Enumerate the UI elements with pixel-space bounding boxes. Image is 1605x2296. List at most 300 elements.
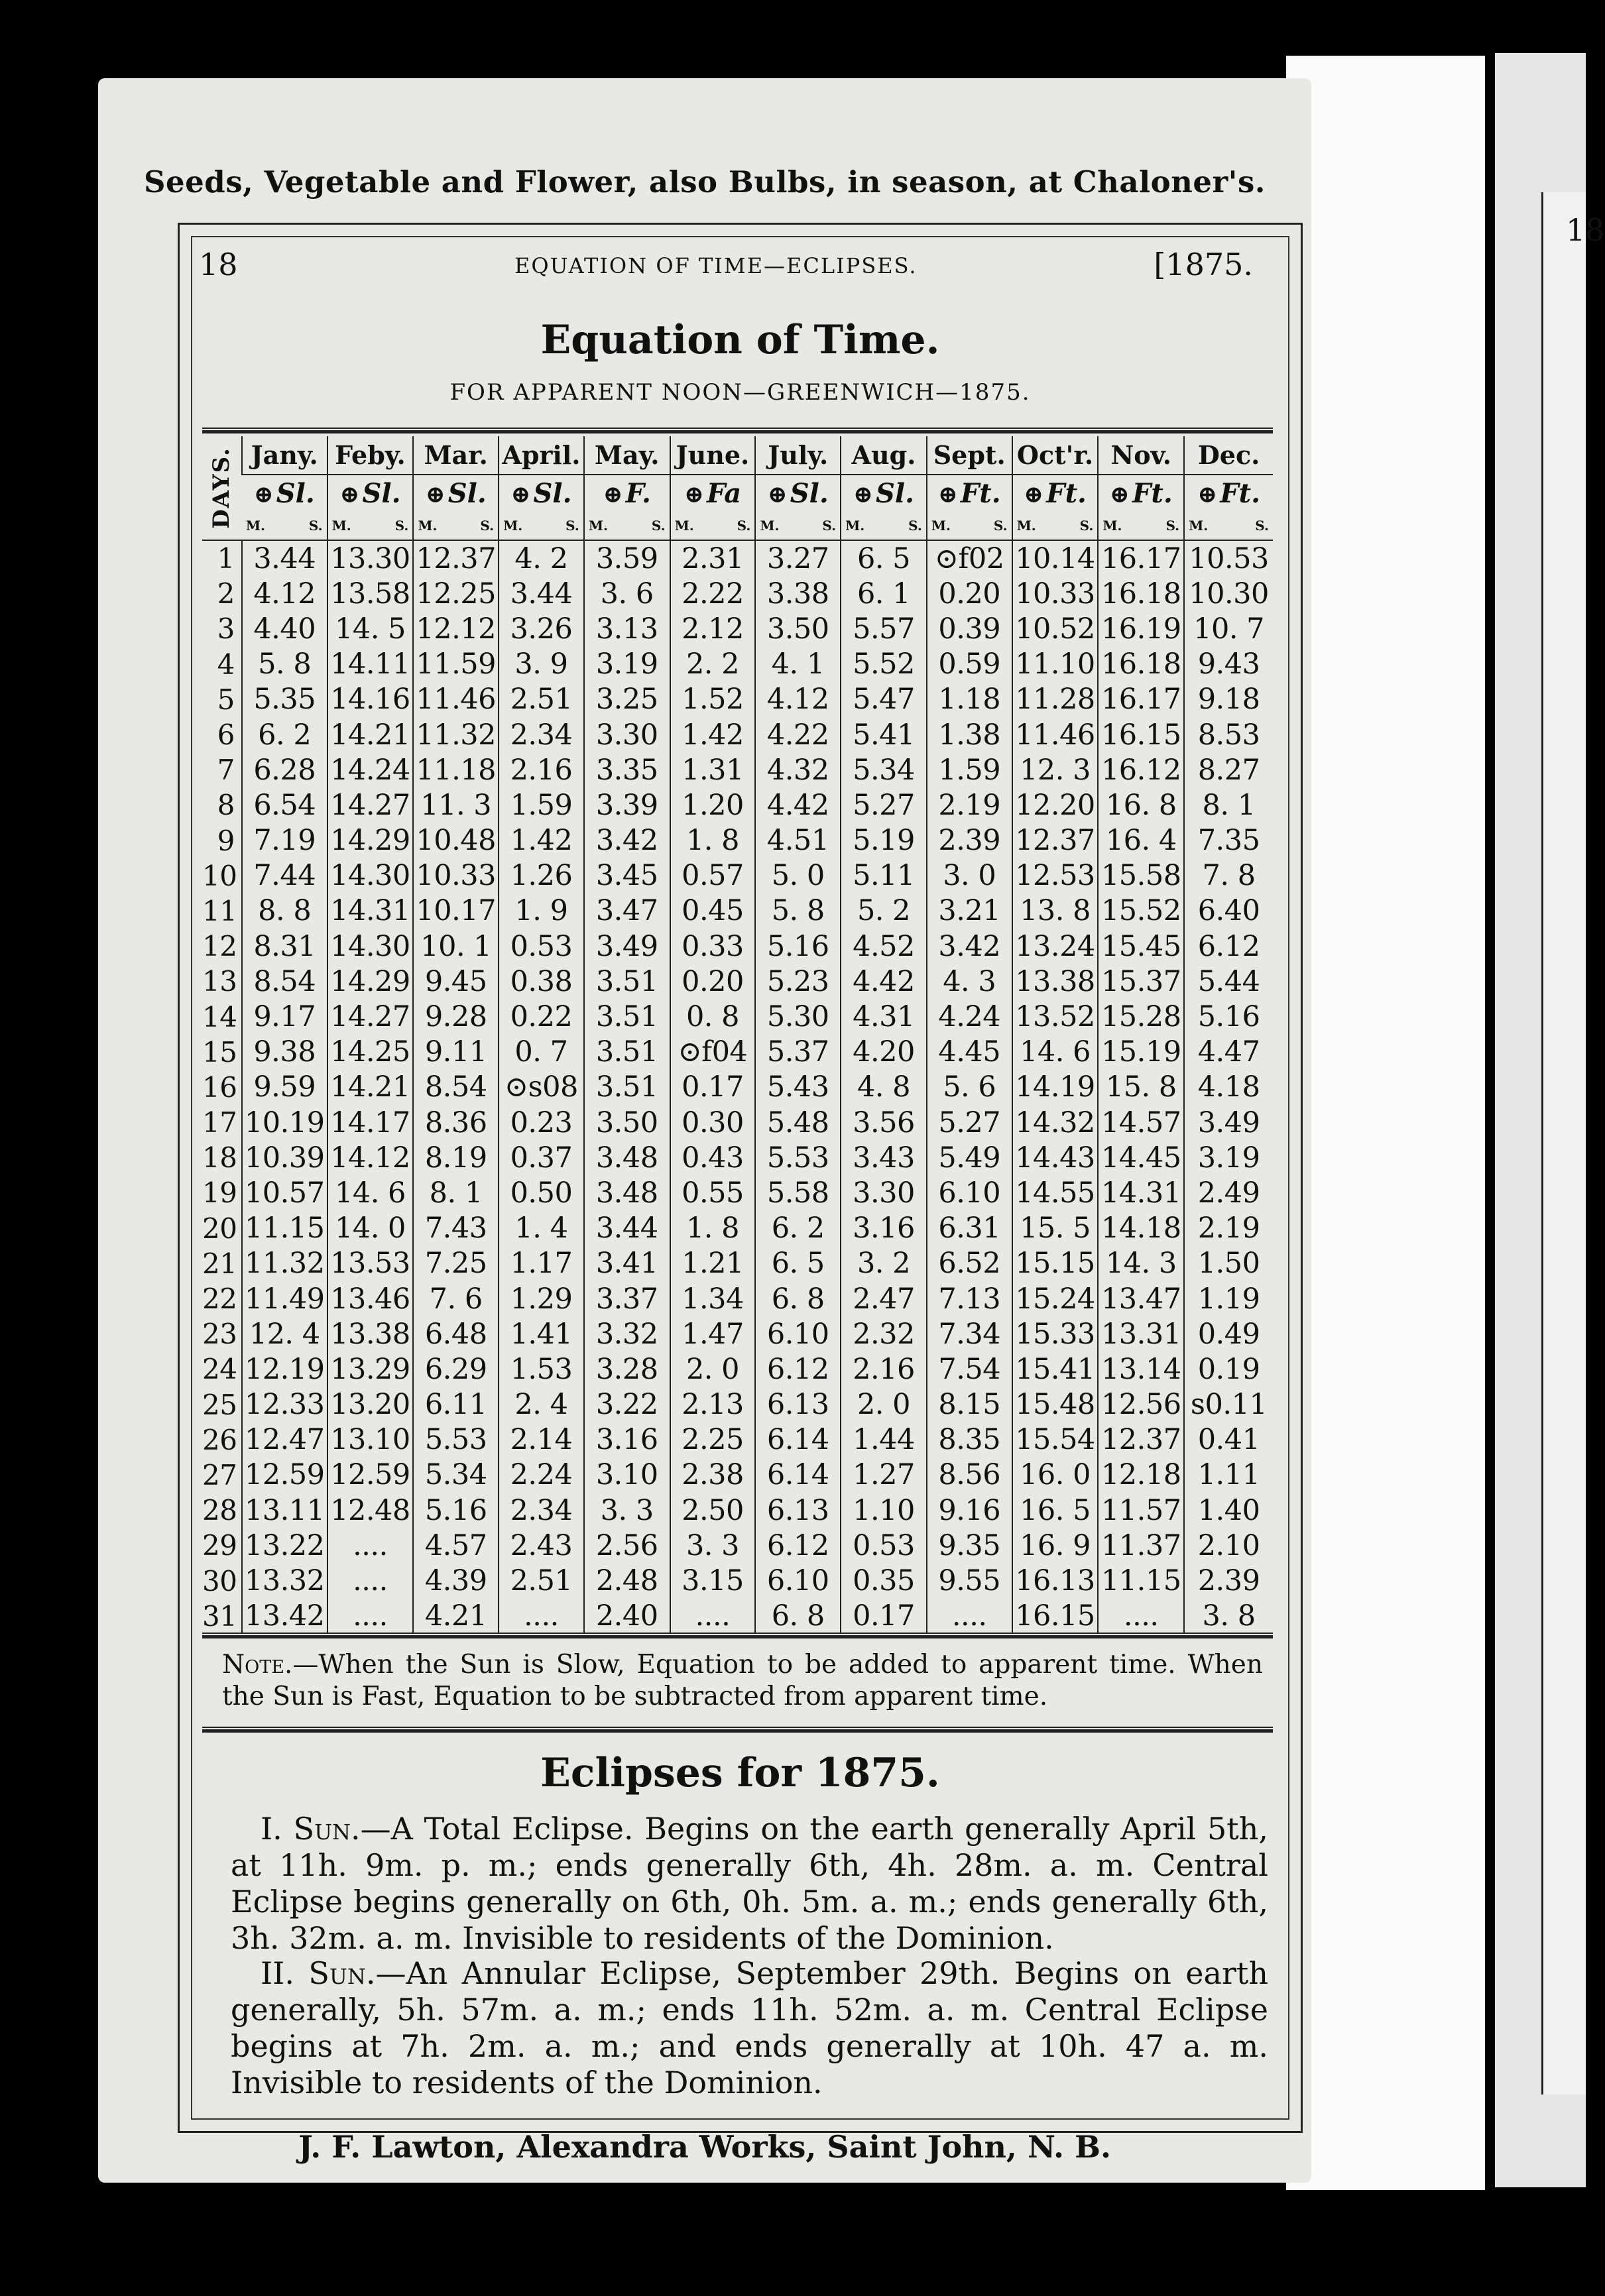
equation-value: 3.27 [755, 540, 841, 576]
equation-value: 10.57 [242, 1175, 327, 1210]
equation-value: 12.59 [242, 1458, 327, 1493]
equation-value: 2.13 [670, 1387, 756, 1422]
equation-value: s0.11 [1184, 1387, 1273, 1422]
unit-labels [841, 518, 926, 534]
equation-value: 3.48 [584, 1175, 670, 1210]
day-number: 23 [202, 1318, 237, 1351]
equation-value: 7.35 [1184, 823, 1273, 858]
equation-value: 6.54 [242, 787, 327, 823]
equation-value: 9.28 [413, 999, 499, 1034]
equation-value: 10. 1 [413, 929, 499, 964]
equation-value: 14.21 [327, 1070, 414, 1105]
unit-seconds: S. [651, 518, 666, 534]
sun-sign: Ft. [1046, 478, 1087, 509]
equation-value: 2.25 [670, 1422, 756, 1458]
equation-value: 1. 8 [670, 1211, 756, 1246]
equation-value: 1.26 [499, 858, 584, 893]
equation-value: 3.45 [584, 858, 670, 893]
equation-value: .... [327, 1563, 414, 1598]
equation-value: 1.59 [499, 787, 584, 823]
unit-seconds: S. [908, 518, 922, 534]
equation-value: 13.38 [327, 1316, 414, 1351]
equation-value: 14.18 [1098, 1211, 1184, 1246]
equation-value: 5.47 [841, 682, 927, 717]
equation-value: 4. 2 [499, 540, 584, 576]
table-row [202, 576, 1273, 611]
equation-value: 2.43 [499, 1528, 584, 1563]
equation-value: 13.46 [327, 1281, 414, 1316]
facing-page-fragment [1541, 192, 1605, 2095]
equation-value: 14.55 [1012, 1175, 1099, 1210]
equation-value: 12.53 [1012, 858, 1099, 893]
month-name: May. [584, 436, 670, 475]
equation-value: 0.17 [670, 1070, 756, 1105]
equation-value: 13.10 [327, 1422, 414, 1458]
equation-value: 4.51 [755, 823, 841, 858]
table-row [202, 1563, 1273, 1598]
equation-value: 13.31 [1098, 1316, 1184, 1351]
sun-sign-header [242, 475, 327, 512]
eclipse-paragraph-2 [231, 1955, 1268, 2101]
day-number: 1 [217, 542, 235, 575]
sun-sign: Sl. [362, 478, 401, 509]
equation-value: 6.14 [755, 1458, 841, 1493]
equation-value: 6. 2 [242, 717, 327, 752]
equation-value: 3.38 [755, 576, 841, 611]
equation-value: 14.11 [327, 647, 414, 682]
unit-labels [328, 518, 413, 534]
equation-value: 3.44 [499, 576, 584, 611]
equation-value: 6. 8 [755, 1599, 841, 1634]
eclipse-2-number: II. [261, 1955, 294, 1991]
equation-value: 12.18 [1098, 1458, 1184, 1493]
equation-value: ⊙f04 [670, 1035, 756, 1070]
equation-value: 3.49 [584, 929, 670, 964]
equation-value: 1.41 [499, 1316, 584, 1351]
equation-value: 9.35 [927, 1528, 1012, 1563]
equation-value: 16. 4 [1098, 823, 1184, 858]
equation-value: 3.44 [584, 1211, 670, 1246]
sun-sign-header [413, 475, 499, 512]
equation-value: 14.16 [327, 682, 414, 717]
equation-value: 5.23 [755, 964, 841, 999]
sun-sign-header [755, 475, 841, 512]
equation-value: 1.40 [1184, 1493, 1273, 1528]
equation-value: 11.57 [1098, 1493, 1184, 1528]
equation-value: 8.54 [413, 1070, 499, 1105]
sun-sign: Sl. [790, 478, 829, 509]
equation-value: 4. 8 [841, 1070, 927, 1105]
table-row [202, 1351, 1273, 1387]
equation-value: 3.25 [584, 682, 670, 717]
equation-value: 9.43 [1184, 647, 1273, 682]
equation-value: 15.54 [1012, 1422, 1099, 1458]
day-number: 13 [202, 965, 237, 998]
equation-value: 1.27 [841, 1458, 927, 1493]
equation-value: 2.12 [670, 611, 756, 646]
equation-value: 5.34 [413, 1458, 499, 1493]
equation-value: 5. 2 [841, 893, 927, 929]
equation-value: 5. 0 [755, 858, 841, 893]
table-row [202, 1422, 1273, 1458]
equation-value: 7.19 [242, 823, 327, 858]
days-label: DAYS. [208, 447, 235, 529]
table-row [202, 1246, 1273, 1281]
equation-value: 14.21 [327, 717, 414, 752]
equation-value: 2.31 [670, 540, 756, 576]
day-number: 2 [217, 577, 235, 610]
day-number: 25 [202, 1388, 237, 1421]
equation-value: 3.19 [584, 647, 670, 682]
equation-value: 14.27 [327, 787, 414, 823]
equation-value: 6. 8 [755, 1281, 841, 1316]
equation-value: 16.19 [1098, 611, 1184, 646]
unit-header [327, 512, 414, 540]
equation-value: 10.48 [413, 823, 499, 858]
day-number: 10 [202, 859, 237, 892]
equation-value: 15.24 [1012, 1281, 1099, 1316]
unit-labels [1185, 518, 1273, 534]
equation-value: 3.51 [584, 1070, 670, 1105]
equation-value: 7.34 [927, 1316, 1012, 1351]
equation-value: 9.59 [242, 1070, 327, 1105]
equation-value: 10.33 [413, 858, 499, 893]
equation-value: 7.44 [242, 858, 327, 893]
table-row [202, 717, 1273, 752]
equation-value: 2. 4 [499, 1387, 584, 1422]
equation-value: 2. 2 [670, 647, 756, 682]
equation-value: 13.47 [1098, 1281, 1184, 1316]
equation-value: 6.10 [927, 1175, 1012, 1210]
equation-value: 3.50 [584, 1105, 670, 1140]
running-head [199, 247, 1253, 280]
equation-value: 7.25 [413, 1246, 499, 1281]
running-year: [1875. [1154, 247, 1253, 282]
equation-value: 6.29 [413, 1351, 499, 1387]
equation-value: 10.52 [1012, 611, 1099, 646]
table-row [202, 999, 1273, 1034]
unit-labels [927, 518, 1012, 534]
equation-value: 14.29 [327, 823, 414, 858]
sun-sign: Sl. [533, 478, 572, 509]
equation-value: 9.38 [242, 1035, 327, 1070]
equation-value: 14. 0 [327, 1211, 414, 1246]
equation-value: .... [1098, 1599, 1184, 1634]
equation-value: 9.16 [927, 1493, 1012, 1528]
table-row [202, 1035, 1273, 1070]
unit-header [927, 512, 1012, 540]
equation-value: 3.30 [584, 717, 670, 752]
equation-value: 4.45 [927, 1035, 1012, 1070]
unit-minutes: M. [674, 518, 694, 534]
equation-value: 0.53 [499, 929, 584, 964]
equation-value: 5.44 [1184, 964, 1273, 999]
equation-value: 13.58 [327, 576, 414, 611]
equation-value: 15.41 [1012, 1351, 1099, 1387]
equation-value: 4.40 [242, 611, 327, 646]
equation-value: 14.29 [327, 964, 414, 999]
equation-value: 14.31 [327, 893, 414, 929]
equation-value: 6.40 [1184, 893, 1273, 929]
equation-value: 2.22 [670, 576, 756, 611]
equation-value: 1.17 [499, 1246, 584, 1281]
month-name: July. [755, 436, 841, 475]
equation-value: 7. 8 [1184, 858, 1273, 893]
sun-sign: Ft. [1132, 478, 1173, 509]
day-number: 24 [202, 1353, 237, 1386]
unit-seconds: S. [565, 518, 579, 534]
equation-value: 0.20 [927, 576, 1012, 611]
equation-value: 8.54 [242, 964, 327, 999]
equation-value: 2.38 [670, 1458, 756, 1493]
day-number: 15 [202, 1035, 237, 1068]
page-margin-band [1286, 56, 1485, 2190]
equation-value: 4.42 [841, 964, 927, 999]
equation-value: 15.28 [1098, 999, 1184, 1034]
unit-labels [1013, 518, 1098, 534]
unit-seconds: S. [737, 518, 751, 534]
equation-value: 11.37 [1098, 1528, 1184, 1563]
table-row [202, 929, 1273, 964]
equation-value: 2.51 [499, 682, 584, 717]
equation-value: 0.22 [499, 999, 584, 1034]
unit-minutes: M. [760, 518, 780, 534]
table-note [222, 1649, 1263, 1713]
equation-value: 8.53 [1184, 717, 1273, 752]
equation-value: 6.12 [1184, 929, 1273, 964]
equation-value: 16. 9 [1012, 1528, 1099, 1563]
equation-value: 10.33 [1012, 576, 1099, 611]
equation-value: 3.21 [927, 893, 1012, 929]
equation-value: 16. 0 [1012, 1458, 1099, 1493]
table-row [202, 611, 1273, 646]
equation-value: 16.18 [1098, 647, 1184, 682]
equation-value: 14.57 [1098, 1105, 1184, 1140]
equation-value: 14.45 [1098, 1140, 1184, 1175]
equation-value: 1.21 [670, 1246, 756, 1281]
equation-value: 2.14 [499, 1422, 584, 1458]
eclipse-1-label: Sun. [293, 1811, 361, 1847]
equation-value: 14. 6 [327, 1175, 414, 1210]
equation-value: 15.45 [1098, 929, 1184, 964]
equation-value: 6.14 [755, 1422, 841, 1458]
equation-value: 3.51 [584, 964, 670, 999]
equation-value: 15.37 [1098, 964, 1184, 999]
equation-value: 8.27 [1184, 752, 1273, 787]
equation-value: 4.39 [413, 1563, 499, 1598]
sun-icon: ⊕ [1024, 481, 1044, 508]
equation-value: 3. 9 [499, 647, 584, 682]
equation-value: 14.30 [327, 858, 414, 893]
unit-labels [242, 518, 327, 534]
equation-value: 15.15 [1012, 1246, 1099, 1281]
equation-value: 5.57 [841, 611, 927, 646]
equation-value: 5.43 [755, 1070, 841, 1105]
day-number: 8 [217, 789, 235, 822]
equation-value: 11.15 [1098, 1563, 1184, 1598]
day-number: 4 [217, 648, 235, 681]
sun-icon: ⊕ [339, 481, 360, 508]
sun-sign-header [841, 475, 927, 512]
equation-value: 4.31 [841, 999, 927, 1034]
equation-value: 3. 6 [584, 576, 670, 611]
day-number: 16 [202, 1070, 237, 1104]
equation-value: 11.28 [1012, 682, 1099, 717]
sun-icon: ⊕ [684, 481, 704, 508]
equation-value: 0.57 [670, 858, 756, 893]
sun-sign: Ft. [1220, 478, 1261, 509]
equation-value: 8. 8 [242, 893, 327, 929]
equation-value: 13.52 [1012, 999, 1099, 1034]
equation-value: 11.59 [413, 647, 499, 682]
equation-value: 8.35 [927, 1422, 1012, 1458]
unit-header [499, 512, 584, 540]
sun-sign: Sl. [876, 478, 915, 509]
equation-value: 15.19 [1098, 1035, 1184, 1070]
equation-value: 8.36 [413, 1105, 499, 1140]
equation-value: 9.45 [413, 964, 499, 999]
equation-value: 11.32 [242, 1246, 327, 1281]
equation-value: 3.56 [841, 1105, 927, 1140]
bottom-advertisement: J. F. Lawton, Alexandra Works, Saint John, N. B. [298, 2129, 1111, 2165]
equation-value: 2.19 [927, 787, 1012, 823]
equation-value: 16.15 [1098, 717, 1184, 752]
unit-minutes: M. [845, 518, 865, 534]
equation-value: 8.56 [927, 1458, 1012, 1493]
equation-value: 12.59 [327, 1458, 414, 1493]
sun-icon: ⊕ [510, 481, 531, 508]
equation-value: 13.14 [1098, 1351, 1184, 1387]
month-name: Mar. [413, 436, 499, 475]
equation-value: 1.34 [670, 1281, 756, 1316]
equation-value: 3.30 [841, 1175, 927, 1210]
unit-minutes: M. [418, 518, 438, 534]
equation-value: 5.53 [755, 1140, 841, 1175]
equation-value: 11.46 [1012, 717, 1099, 752]
equation-value: 5. 8 [755, 893, 841, 929]
table-row [202, 858, 1273, 893]
equation-value: 1.42 [499, 823, 584, 858]
table-row [202, 964, 1273, 999]
equation-value: 5.30 [755, 999, 841, 1034]
table-row [202, 647, 1273, 682]
equation-value: 14. 5 [327, 611, 414, 646]
equation-value: 3.42 [584, 823, 670, 858]
equation-value: 13.53 [327, 1246, 414, 1281]
equation-value: 6.12 [755, 1351, 841, 1387]
equation-value: 4.42 [755, 787, 841, 823]
table-row [202, 1211, 1273, 1246]
equation-value: 12.37 [1098, 1422, 1184, 1458]
equation-value: 3.37 [584, 1281, 670, 1316]
sun-sign: Sl. [276, 478, 315, 509]
equation-value: 3. 3 [670, 1528, 756, 1563]
equation-value: 8.19 [413, 1140, 499, 1175]
sun-sign-header [327, 475, 414, 512]
unit-minutes: M. [1189, 518, 1209, 534]
day-number: 31 [202, 1599, 237, 1633]
equation-value: 14.12 [327, 1140, 414, 1175]
page-number: 18 [199, 247, 238, 282]
equation-value: 3.42 [927, 929, 1012, 964]
equation-value: 3.16 [841, 1211, 927, 1246]
equation-value: 0.37 [499, 1140, 584, 1175]
equation-value: 6. 5 [841, 540, 927, 576]
equation-value: 16. 8 [1098, 787, 1184, 823]
sun-sign-header [499, 475, 584, 512]
equation-value: 1.52 [670, 682, 756, 717]
equation-value: 7.43 [413, 1211, 499, 1246]
equation-value: 12.56 [1098, 1387, 1184, 1422]
equation-value: 5.41 [841, 717, 927, 752]
equation-value: 2.19 [1184, 1211, 1273, 1246]
day-number: 21 [202, 1247, 237, 1280]
equation-value: 0.23 [499, 1105, 584, 1140]
equation-value: 0.33 [670, 929, 756, 964]
equation-value: 0.50 [499, 1175, 584, 1210]
equation-value: 6.11 [413, 1387, 499, 1422]
sun-icon: ⊕ [425, 481, 446, 508]
equation-value: 2.51 [499, 1563, 584, 1598]
unit-minutes: M. [588, 518, 608, 534]
unit-minutes: M. [1016, 518, 1036, 534]
table-row [202, 1599, 1273, 1634]
equation-value: 13.11 [242, 1493, 327, 1528]
unit-minutes: M. [1102, 518, 1122, 534]
equation-subtitle: FOR APPARENT NOON—GREENWICH—1875. [449, 379, 1031, 406]
top-advertisement: Seeds, Vegetable and Flower, also Bulbs, in season, at Chaloner's. [144, 164, 1266, 200]
equation-value: 0.19 [1184, 1351, 1273, 1387]
equation-value: 12.47 [242, 1422, 327, 1458]
day-number: 11 [202, 894, 237, 927]
day-number: 12 [202, 930, 237, 963]
equation-value: 6. 1 [841, 576, 927, 611]
equation-value: 0.59 [927, 647, 1012, 682]
equation-value: 0. 8 [670, 999, 756, 1034]
equation-value: 4. 3 [927, 964, 1012, 999]
table-row [202, 540, 1273, 576]
unit-header [242, 512, 327, 540]
equation-value: 0.20 [670, 964, 756, 999]
month-name: Sept. [927, 436, 1012, 475]
equation-value: 13.38 [1012, 964, 1099, 999]
equation-value: 8.15 [927, 1387, 1012, 1422]
equation-value: 5.27 [841, 787, 927, 823]
equation-value: 8.31 [242, 929, 327, 964]
equation-value: 5.11 [841, 858, 927, 893]
eclipse-1-text: —A Total Eclipse. Begins on the earth generally April 5th, at 11h. 9m. p. m.; ends generally 6th, 4h. 28m. a. m. Central Eclipse begins generally on 6th, 0h. 5m. a. m.; ends generally 6th, 3h. 32m. a. m. Invisible to residents of the Dominion. [231, 1811, 1269, 1956]
equation-value: 12.25 [413, 576, 499, 611]
day-number: 18 [202, 1141, 237, 1175]
day-number: 9 [217, 824, 235, 857]
equation-value: 16.13 [1012, 1563, 1099, 1598]
equation-value: 16.15 [1012, 1599, 1099, 1634]
unit-minutes: M. [503, 518, 523, 534]
equation-value: 13.22 [242, 1528, 327, 1563]
equation-value: 16.12 [1098, 752, 1184, 787]
equation-value: 5.16 [755, 929, 841, 964]
sun-sign-header [927, 475, 1012, 512]
eclipse-paragraph-1 [231, 1811, 1268, 1957]
equation-value: 1. 9 [499, 893, 584, 929]
equation-value: 6.13 [755, 1387, 841, 1422]
equation-value: 1.59 [927, 752, 1012, 787]
day-number: 14 [202, 1000, 237, 1033]
equation-value: 4.18 [1184, 1070, 1273, 1105]
equation-value: 13.30 [327, 540, 414, 576]
equation-value: 3. 8 [1184, 1599, 1273, 1634]
equation-value: 12.33 [242, 1387, 327, 1422]
